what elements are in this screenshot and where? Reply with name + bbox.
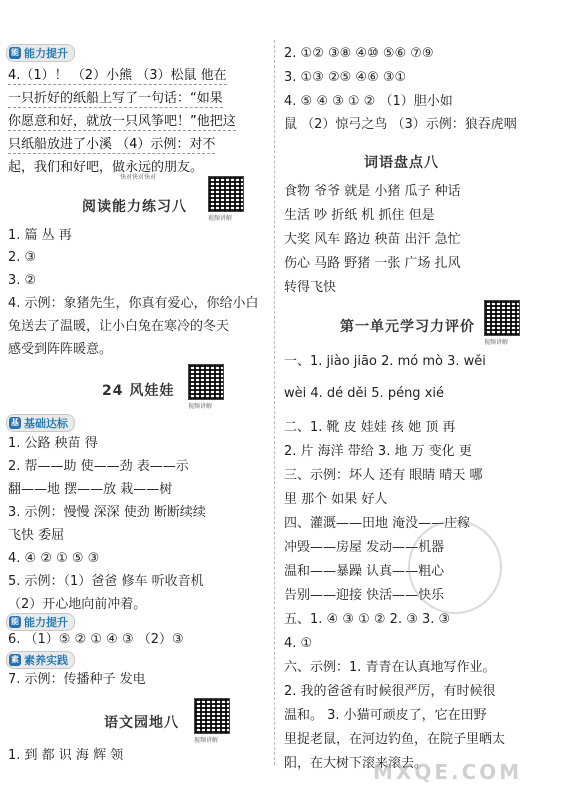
basic-q2-line-2: 翻——地 摆——放 栽——树 <box>8 482 173 497</box>
qr-caption-reading: 视频讲解 <box>208 215 233 222</box>
unit-q1-line-2: wèi 4. dé děi 5. péng xié <box>284 386 444 401</box>
right-q4: 4. ⑤ ④ ③ ① ② （1）胆小如 <box>284 94 453 109</box>
unit-q5: 五、1. ④ ③ ① ② 2. ③ 3. ③ <box>284 612 451 627</box>
vocab-line-5: 转得飞快 <box>284 280 337 295</box>
badge-label: 素养实践 <box>24 654 68 667</box>
vocab-line-3: 大奖 风车 路边 秧苗 出汗 急忙 <box>284 232 461 247</box>
skill-q6: 6. （1）⑤ ② ① ④ ③ （2）③ <box>8 632 184 647</box>
literacy-q7: 7. 示例：传播种子 发电 <box>8 672 146 687</box>
vocab-line-2: 生活 吵 折纸 机 抓住 但是 <box>284 208 435 223</box>
basic-q5: 5. 示例：（1）爸爸 修车 听收音机 <box>8 574 204 589</box>
badge-icon: 能 <box>11 48 19 57</box>
qr-caption-unit: 视频讲解 <box>484 339 509 346</box>
q4-line-3: 你愿意和好，就放一只风筝吧！”他把这 <box>8 114 236 129</box>
q4-line-5: 起，我们和好吧，做永远的朋友。 <box>8 160 204 175</box>
badge-icon: 素 <box>11 655 19 664</box>
unit-q4-line-4: 告别——迎接 快活——快乐 <box>284 588 445 603</box>
qr-caption-lesson: 视频讲解 <box>188 403 213 410</box>
unit-q6-line-1: 六、示例：1. 青青在认真地写作业。 <box>284 660 496 675</box>
skill-up-badge-2 <box>6 613 75 631</box>
qr-code-lesson <box>188 364 224 400</box>
reading-q4-line-2: 兔送去了温暖，让小白兔在寒冷的冬天 <box>8 319 230 334</box>
unit-q2-line-2: 2. 片 海洋 带给 3. 地 万 变化 更 <box>284 444 472 459</box>
q4-line-1: 4.（1）！ （2）小熊 （3）松鼠 他在 <box>8 68 227 83</box>
badge-label: 能力提升 <box>24 616 68 629</box>
unit-q1: 一、1. jiào jiāo 2. mó mò 3. wěi <box>284 354 486 369</box>
reading-q1: 1. 篇 丛 再 <box>8 228 72 243</box>
badge-label: 基础达标 <box>24 417 68 430</box>
badge-label: 能力提升 <box>24 47 68 60</box>
column-divider <box>274 40 275 765</box>
vocab-line-1: 食物 爷爷 就是 小猪 瓜子 种话 <box>284 184 461 199</box>
right-q2: 2. ①② ③⑧ ④⑩ ⑤⑥ ⑦⑨ <box>284 46 434 61</box>
badge-icon: 基 <box>11 418 19 427</box>
basic-q4: 4. ④ ② ① ⑤ ③ <box>8 551 100 566</box>
right-q4-line-2: 鼠 （2）惊弓之鸟 （3）示例：狼吞虎咽 <box>284 117 517 132</box>
reading-q3: 3. ② <box>8 273 37 288</box>
right-column <box>278 0 565 800</box>
vocab-line-4: 伤心 马路 野猪 一张 广场 扎风 <box>284 256 461 271</box>
unit-q6-line-5: 阳，在大树下滚来滚去。 <box>284 756 428 771</box>
literacy-badge <box>6 651 75 669</box>
reading-title: 阅读能力练习八 <box>82 199 187 215</box>
right-q3: 3. ①③ ②⑤ ④⑥ ③① <box>284 70 407 85</box>
basic-q3: 3. 示例：慢慢 深深 使劲 断断续续 <box>8 505 206 520</box>
unit-q3: 三、示例：坏人 还有 眼睛 晴天 哪 <box>284 468 483 483</box>
basic-q2: 2. 帮——助 使——劲 表——示 <box>8 459 189 474</box>
left-column <box>0 0 272 800</box>
unit-q3-line-2: 里 那个 如果 好人 <box>284 492 388 507</box>
q4-line-4: 只纸船放进了小溪 （4）示例：对不 <box>8 137 216 152</box>
qr-caption-garden: 视频讲解 <box>194 737 219 744</box>
unit-title: 第一单元学习力评价 <box>340 319 475 335</box>
unit-q4-line-3: 温和——暴躁 认真——粗心 <box>284 564 445 579</box>
qr-code-unit <box>484 300 520 336</box>
garden-q1: 1. 到 都 识 海 辉 领 <box>8 748 124 763</box>
vocab-title: 词语盘点八 <box>364 155 439 171</box>
reading-q4-line-1: 4. 示例：象猪先生，你真有爱心，你给小白 <box>8 296 259 311</box>
reading-q4-line-3: 感受到阵阵暖意。 <box>8 342 113 357</box>
unit-q6-line-3: 温和。 3. 小猫可顽皮了，它在田野 <box>284 708 487 723</box>
basic-q3-line-2: 飞快 委屈 <box>8 528 65 543</box>
unit-q2: 二、1. 靴 皮 娃娃 孩 她 顶 再 <box>284 420 456 435</box>
skill-up-badge <box>6 44 75 62</box>
lesson-title: 24 风娃娃 <box>102 383 175 399</box>
unit-q5-line-2: 4. ① <box>284 636 313 651</box>
q4-line-2: 一只折好的纸船上写了一句话：“如果 <box>8 91 223 106</box>
basic-q5-line-2: （2）开心地向前冲着。 <box>8 597 147 612</box>
basic-q1: 1. 公路 秧苗 得 <box>8 436 98 451</box>
unit-q6-line-4: 里捉老鼠，在河边钓鱼，在院子里晒太 <box>284 732 506 747</box>
unit-q4-line-2: 冲毁——房屋 发动——机器 <box>284 540 445 555</box>
site-watermark: MXQE.COM <box>373 760 523 784</box>
unit-q4-line-1: 四、灌溉——田地 淹没——庄稼 <box>284 516 471 531</box>
garden-title: 语文园地八 <box>104 715 179 731</box>
unit-q6-line-2: 2. 我的爸爸有时候很严厉，有时候很 <box>284 684 496 699</box>
basic-badge <box>6 414 75 432</box>
qr-code-reading <box>208 176 244 212</box>
stamp-watermark <box>408 520 502 614</box>
badge-icon: 能 <box>11 617 19 626</box>
tiny-caption: 快对快对快对 <box>120 174 157 181</box>
qr-code-garden <box>194 698 230 734</box>
reading-q2: 2. ③ <box>8 250 37 265</box>
